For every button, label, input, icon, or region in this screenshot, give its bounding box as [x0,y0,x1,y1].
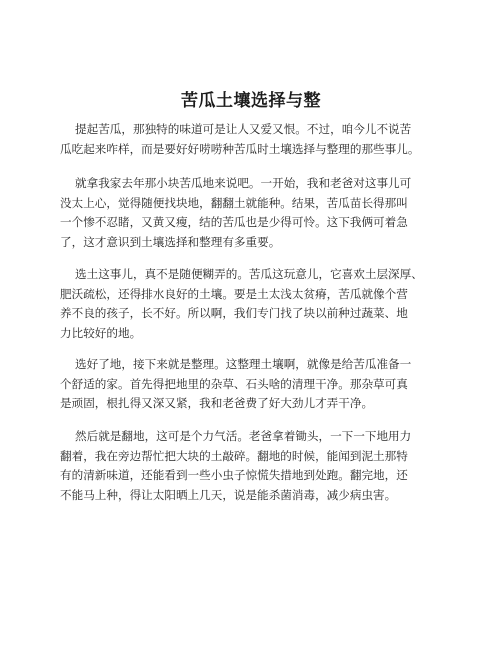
paragraph-line: 然后就是翻地，这可是个力气活。老爸拿着锄头，一下一下地用力 [75,429,412,443]
paragraph-line: 就拿我家去年那小块苦瓜地来说吧。一开始，我和老爸对这事儿可 [75,176,412,190]
paragraph-5 [60,427,460,505]
paragraph-line: 没太上心，觉得随便找块地，翻翻土就能种。结果，苦瓜苗长得那叫 [60,195,408,210]
paragraph-line: 是顽固，根扎得又深又紧，我和老爸费了好大劲儿才弄干净。 [60,396,374,410]
paragraph-line: 有的清新味道，还能看到一些小虫子惊慌失措地到处跑。翻完地，还 [60,468,408,482]
paragraph-line: 提起苦瓜，那独特的味道可是让人又爱又恨。不过，咱今儿不说苦 [75,122,412,136]
paragraph-3 [60,265,460,343]
paragraph-line: 养不良的孩子，长不好。所以啊，我们专门找了块以前种过蔬菜、地 [60,306,408,320]
paragraph-line: 个舒适的家。首先得把地里的杂草、石头啥的清理干净。那杂草可真 [60,376,408,391]
paragraph-line: 肥沃疏松，还得排水良好的土壤。要是土太浅太贫瘠，苦瓜就像个营 [60,286,408,301]
paragraph-line: 了，这才意识到土壤选择和整理有多重要。 [60,234,281,249]
paragraph-1 [60,120,460,159]
document-title: 苦瓜土壤选择与整 [181,91,321,111]
paragraph-2 [60,174,460,252]
paragraph-line: 翻着，我在旁边帮忙把大块的土敲碎。翻地的时候，能闻到泥土那特 [60,448,408,463]
paragraph-line: 力比较好的地。 [60,325,142,340]
paragraph-line: 不能马上种，得让太阳晒上几天，说是能杀菌消毒，减少病虫害。 [60,487,397,502]
paragraph-line: 瓜吃起来咋样，而是要好好唠唠种苦瓜时土壤选择与整理的那些事儿。 [60,141,420,156]
paragraph-4 [60,355,460,414]
paragraph-line: 选好了地，接下来就是整理。这整理土壤啊，就像是给苦瓜准备一 [75,357,412,371]
paragraph-line: 选土这事儿，真不是随便糊弄的。苦瓜这玩意儿，它喜欢土层深厚、 [75,267,423,281]
paragraph-line: 一个惨不忍睹，又黄又瘦，结的苦瓜也是少得可怜。这下我俩可着急 [60,215,408,229]
